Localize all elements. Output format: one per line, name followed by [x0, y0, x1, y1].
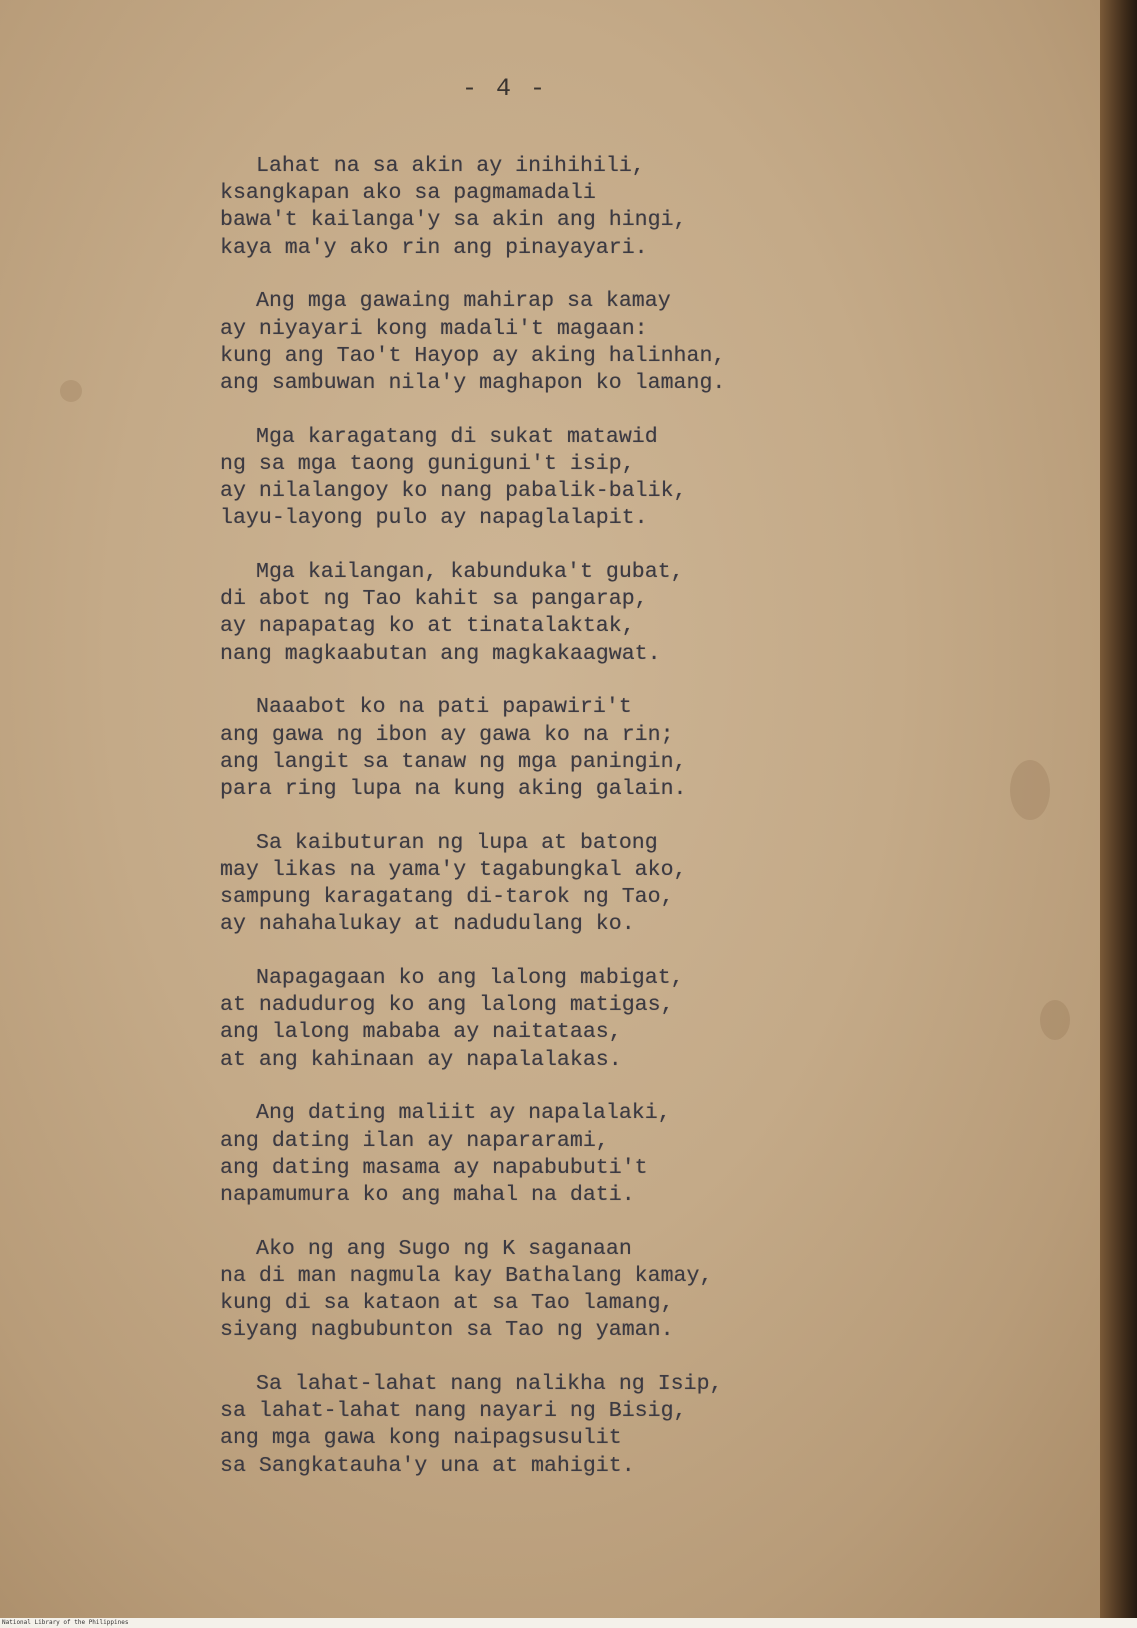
poem-line: Lahat na sa akin ay inihihili, [256, 154, 645, 178]
poem-line: Sa kaibuturan ng lupa at batong [256, 830, 658, 855]
poem-line: ang dating ilan ay napararami, [220, 1128, 609, 1153]
poem-line: siyang nagbubunton sa Tao ng yaman. [220, 1318, 674, 1343]
poem-line: ay nilalangoy ko nang pabalik-balik, [220, 479, 687, 504]
poem [220, 153, 740, 1506]
poem-line: ang sambuwan nila'y maghapon ko lamang. [220, 370, 726, 395]
poem-line: ksangkapan ako sa pagmamadali [220, 181, 596, 206]
poem-line: napamumura ko ang mahal na dati. [220, 1182, 635, 1207]
paper-stain [1010, 760, 1050, 820]
poem-line: ang gawa ng ibon ay gawa ko na rin; [220, 722, 674, 747]
poem-line: ng sa mga taong guniguni't isip, [220, 451, 635, 476]
poem-line: at ang kahinaan ay napalalakas. [220, 1047, 622, 1072]
poem-line: bawa't kailanga'y sa akin ang hingi, [220, 208, 687, 233]
poem-line: Mga karagatang di sukat matawid [256, 424, 658, 449]
poem-line: at nadudurog ko ang lalong matigas, [220, 993, 674, 1018]
stanza [220, 1100, 740, 1209]
poem-line: ang langit sa tanaw ng mga paningin, [220, 749, 687, 774]
poem-line: nang magkaabutan ang magkakaagwat. [220, 641, 661, 666]
poem-line: layu-layong pulo ay napaglalapit. [220, 506, 648, 531]
poem-line: Sa lahat-lahat nang nalikha ng Isip, [256, 1372, 723, 1397]
poem-line: Napagagaan ko ang lalong mabigat, [256, 966, 684, 991]
poem-line: may likas na yama'y tagabungkal ako, [220, 857, 687, 882]
poem-line: ay niyayari kong madali't magaan: [220, 316, 648, 341]
poem-line: Ang dating maliit ay napalalaki, [256, 1101, 671, 1126]
poem-line: ay nahahalukay at nadudulang ko. [220, 912, 635, 937]
footer-strip [0, 1618, 1137, 1628]
stanza [220, 559, 740, 668]
paper-stain [60, 380, 82, 402]
stanza [220, 830, 740, 939]
paper-stain [1040, 1000, 1070, 1040]
poem-line: ay napapatag ko at tinatalaktak, [220, 614, 635, 639]
poem-line: Naaabot ko na pati papawiri't [256, 695, 632, 720]
stanza [220, 1371, 740, 1480]
stanza [220, 694, 740, 803]
poem-line: ang lalong mababa ay naitataas, [220, 1020, 622, 1045]
stanza [220, 153, 740, 262]
poem-line: Mga kailangan, kabunduka't gubat, [256, 560, 684, 585]
poem-line: kung di sa kataon at sa Tao lamang, [220, 1291, 674, 1316]
stanza [220, 288, 740, 397]
stanza [220, 1236, 740, 1345]
poem-line: ang mga gawa kong naipagsusulit [220, 1426, 622, 1451]
poem-line: sampung karagatang di-tarok ng Tao, [220, 885, 674, 910]
footer-credit: National Library of the Philippines [2, 1619, 129, 1626]
stanza [220, 424, 740, 533]
poem-line: ang dating masama ay napabubuti't [220, 1155, 648, 1180]
page-edge-shadow [1100, 0, 1137, 1628]
poem-line: para ring lupa na kung aking galain. [220, 776, 687, 801]
page-number: - 4 - [462, 74, 548, 103]
poem-line: na di man nagmula kay Bathalang kamay, [220, 1263, 713, 1288]
poem-line: Ako ng ang Sugo ng K saganaan [256, 1236, 632, 1261]
stanza [220, 965, 740, 1074]
poem-line: sa Sangkatauha'y una at mahigit. [220, 1453, 635, 1478]
poem-line: kaya ma'y ako rin ang pinayayari. [220, 235, 648, 260]
poem-line: Ang mga gawaing mahirap sa kamay [256, 289, 671, 314]
poem-line: di abot ng Tao kahit sa pangarap, [220, 587, 648, 612]
poem-line: sa lahat-lahat nang nayari ng Bisig, [220, 1399, 687, 1424]
poem-line: kung ang Tao't Hayop ay aking halinhan, [220, 343, 726, 368]
